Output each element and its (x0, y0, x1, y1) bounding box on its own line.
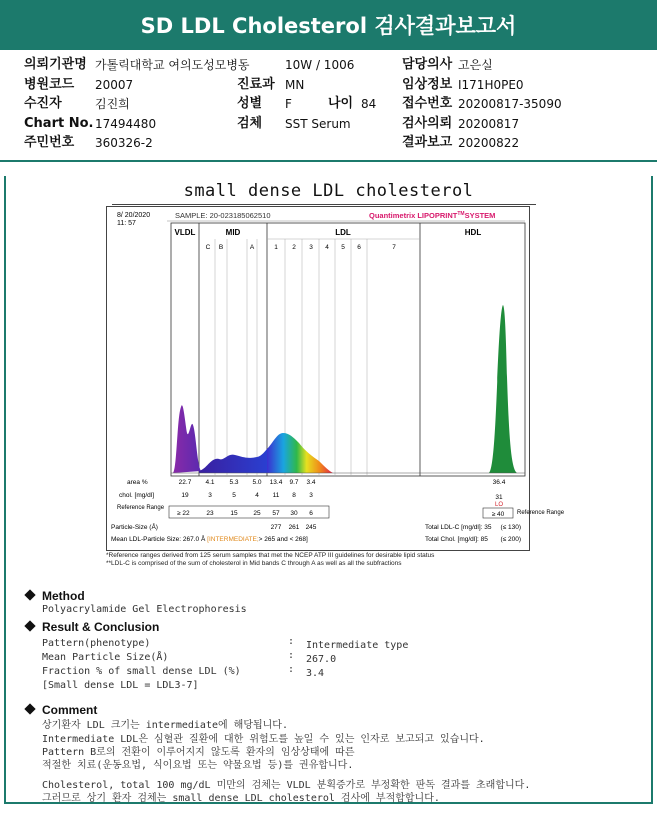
clinical-info-label: 임상정보 (402, 77, 453, 92)
band-6: 6 (357, 244, 361, 251)
area-value: 9.7 (289, 479, 299, 486)
area-value: 13.4 (269, 479, 283, 486)
chol-value: 4 (255, 492, 259, 499)
area-row-label: area % (127, 479, 148, 486)
band-7: 7 (392, 244, 396, 251)
reference-row-label: Reference Range (117, 505, 165, 511)
footnote-2: **LDL-C is comprised of the sum of cholesterol in Mid bands C through A as well as all the subfractions (106, 560, 402, 567)
subtitle-underline (112, 204, 536, 205)
comment-line: Cholesterol, total 100 mg/dL 미만의 검체는 VLDL 분획증가로 부정확한 판독 결과를 초래합니다. (42, 780, 531, 791)
lipoprint-chart (106, 206, 565, 551)
total-ldl: Total LDL-C [mg/dl]: 35 (425, 524, 492, 531)
chart-date: 8/ 20/2020 (117, 212, 151, 219)
department-value: MN (285, 78, 305, 92)
comment-line: Pattern B로의 전환이 이루어지지 않도록 환자의 임상상태에 따른 (42, 747, 355, 758)
band-1: 1 (274, 244, 278, 251)
physician-label: 담당의사 (402, 57, 453, 72)
hdl-peak (489, 305, 517, 473)
band-a: A (249, 244, 255, 251)
hospital-code-label: 병원코드 (24, 77, 75, 92)
reference-box (169, 506, 329, 518)
patient-value: 김진희 (95, 97, 130, 111)
result-heading-text: Result & Conclusion (42, 620, 160, 634)
chol-value-hdl: 31 (495, 494, 503, 501)
resident-no-label: 주민번호 (24, 135, 75, 150)
chart-no-value: 17494480 (95, 117, 157, 131)
band-c: C (205, 244, 211, 251)
size-value: 277 (270, 524, 282, 531)
chol-value: 8 (292, 492, 296, 499)
group-vldl: VLDL (174, 228, 196, 237)
age-label: 나이 (328, 96, 354, 111)
institution-value: 가톨릭대학교 여의도성모병동 (95, 58, 250, 72)
comment-line: 상기환자 LDL 크기는 intermediate에 해당됩니다. (42, 720, 288, 731)
age-value: 84 (361, 97, 377, 111)
result-note: [Small dense LDL = LDL3-7] (42, 680, 199, 691)
chol-value: 3 (208, 492, 212, 499)
result-sep: : (288, 650, 295, 661)
group-ldl: LDL (335, 228, 351, 237)
report-date-value: 20200822 (458, 136, 520, 150)
band-2: 2 (292, 244, 296, 251)
comment-heading (26, 703, 97, 717)
size-value: 245 (305, 524, 317, 531)
comment-heading-text: Comment (42, 703, 98, 717)
report-title-bar: SD LDL Cholesterol 검사결과보고서 (0, 0, 657, 50)
diamond-bullet-icon (24, 589, 35, 600)
plot-frame (171, 223, 525, 476)
total-chol-ref: (≤ 200) (500, 536, 521, 543)
ldl-peaks (267, 433, 333, 473)
patient-label: 수진자 (24, 96, 62, 111)
mean-size (111, 534, 308, 543)
ref-value: 57 (272, 510, 280, 517)
comment-line: 적절한 치료(운동요법, 식이요법 또는 약물요법 등)를 권유합니다. (42, 760, 354, 771)
band-b: B (218, 244, 224, 251)
report-subtitle: small dense LDL cholesterol (183, 181, 474, 201)
result-label: Pattern(phenotype) (42, 638, 151, 649)
ref-value: ≥ 22 (177, 510, 190, 517)
group-hdl: HDL (464, 228, 482, 237)
comment-line: 그러므로 상기 환자 검체는 small dense LDL cholesterol 검사에 부적합합니다. (42, 793, 440, 804)
ref-value: 23 (206, 510, 214, 517)
specimen-value: SST Serum (285, 117, 351, 131)
footnote-1: *Reference ranges derived from 125 serum samples that met the NCEP ATP III guidelines for desirable lipid status (106, 552, 435, 559)
mean-size-value: 267.0 Å (182, 536, 206, 543)
result-label: Mean Particle Size(Å) (42, 652, 169, 663)
request-date-label: 검사의뢰 (402, 116, 453, 131)
mean-size-range: > 265 and < 268] (258, 536, 308, 543)
ref-value: 15 (230, 510, 238, 517)
chol-row-label: chol. [mg/dl] (119, 492, 155, 499)
band-4: 4 (325, 244, 329, 251)
area-value: 3.4 (306, 479, 316, 486)
vldl-peak (173, 405, 201, 473)
ward-value: 10W / 1006 (285, 58, 355, 72)
size-value: 261 (288, 524, 300, 531)
clinical-info-value: I171H0PE0 (458, 78, 524, 92)
result-label: Fraction % of small dense LDL (%) (42, 666, 241, 677)
reference-header: Reference Range (517, 510, 565, 516)
chart-brand-system: SYSTEM (464, 211, 496, 220)
ref-value: 25 (253, 510, 261, 517)
report-date-label: 결과보고 (402, 135, 453, 150)
chol-value: 11 (272, 492, 280, 499)
total-ldl-ref: (≤ 130) (500, 524, 521, 531)
chart-brand-tm: TM (457, 211, 465, 217)
hdl-low-flag: LO (494, 502, 504, 508)
result-value: 3.4 (306, 668, 325, 679)
chart-no-label: Chart No. (24, 116, 94, 131)
mean-size-class: [INTERMEDIATE; (207, 536, 259, 543)
chol-value: 19 (181, 492, 189, 499)
receipt-value: 20200817-35090 (458, 97, 562, 111)
band-5: 5 (341, 244, 345, 251)
ref-value: 6 (309, 510, 313, 517)
request-date-value: 20200817 (458, 117, 520, 131)
institution-label: 의뢰기관명 (24, 57, 87, 72)
sex-label: 성별 (237, 96, 263, 111)
sex-value: F (285, 97, 292, 111)
patient-info (0, 0, 657, 160)
data-rows (111, 479, 565, 543)
method-heading-text: Method (42, 589, 85, 603)
chart-time: 11: 57 (117, 220, 136, 227)
chol-value: 5 (232, 492, 236, 499)
area-value: 22.7 (178, 479, 192, 486)
area-value: 5.3 (229, 479, 239, 486)
lipoprint-svg (107, 207, 565, 552)
header-divider (0, 160, 657, 162)
total-chol: Total Chol. [mg/dl]: 85 (425, 536, 488, 543)
area-value: 5.0 (252, 479, 262, 486)
specimen-label: 검체 (237, 116, 263, 131)
diamond-bullet-icon (24, 703, 35, 714)
area-value: 4.1 (205, 479, 215, 486)
receipt-label: 접수번호 (402, 96, 453, 111)
result-sep: : (288, 664, 295, 675)
result-heading (26, 620, 159, 634)
diamond-bullet-icon (24, 620, 35, 631)
ref-value-hdl: ≥ 40 (491, 511, 505, 518)
physician-value: 고은실 (458, 58, 493, 72)
result-value: 267.0 (306, 654, 337, 665)
result-value: Intermediate type (306, 640, 409, 651)
resident-no-value: 360326-2 (95, 136, 153, 150)
band-3: 3 (309, 244, 313, 251)
chart-brand-name: Quantimetrix LIPOPRINT (369, 211, 458, 220)
chart-sample: SAMPLE: 20-023185062510 (175, 211, 271, 220)
result-sep: : (288, 636, 295, 647)
ref-value: 30 (290, 510, 298, 517)
method-text: Polyacrylamide Gel Electrophoresis (42, 604, 247, 615)
group-mid: MID (225, 228, 241, 237)
department-label: 진료과 (237, 77, 275, 92)
chol-value: 3 (309, 492, 313, 499)
area-value-hdl: 36.4 (492, 479, 506, 486)
chart-brand (369, 211, 495, 220)
method-heading (26, 589, 85, 603)
mean-size-label: Mean LDL-Particle Size: (111, 536, 182, 543)
size-row-label: Particle-Size (Å) (111, 524, 158, 531)
comment-line: Intermediate LDL은 심혈관 질환에 대한 위험도를 높일 수 있는 인자로 보고되고 있습니다. (42, 734, 485, 745)
band-labels (206, 244, 397, 251)
hospital-code-value: 20007 (95, 78, 134, 92)
